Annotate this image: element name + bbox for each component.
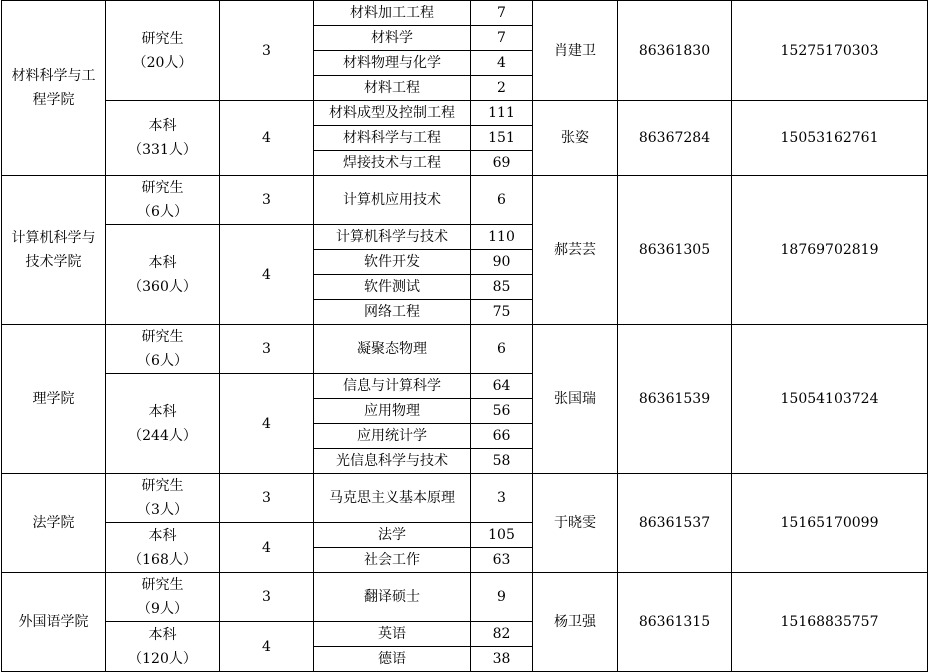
office-phone: 86361539 (618, 325, 732, 474)
degree-level (106, 622, 220, 672)
major-count: 6 (471, 176, 533, 225)
college-name: 材料科学与工程学院 (2, 1, 106, 176)
major-name: 软件测试 (314, 275, 471, 300)
major-name: 软件开发 (314, 250, 471, 275)
major-count: 9 (471, 573, 533, 622)
years: 3 (220, 176, 314, 225)
degree-level (106, 474, 220, 523)
major-name: 材料物理与化学 (314, 51, 471, 76)
years: 4 (220, 101, 314, 176)
degree-count: （331人） (128, 142, 197, 158)
major-name: 计算机应用技术 (314, 176, 471, 225)
major-count: 3 (471, 474, 533, 523)
degree-count: （20人） (132, 54, 193, 71)
years: 3 (220, 474, 314, 523)
degree-count: （6人） (137, 353, 188, 369)
years: 4 (220, 523, 314, 573)
degree-level (106, 1, 220, 101)
mobile-phone: 15168835757 (732, 573, 928, 672)
major-name: 网络工程 (314, 300, 471, 325)
degree-label: 本科 (148, 527, 177, 544)
major-count: 58 (471, 449, 533, 474)
major-name: 材料工程 (314, 76, 471, 101)
years: 4 (220, 622, 314, 672)
major-count: 7 (471, 26, 533, 51)
degree-count: （360人） (128, 278, 197, 295)
degree-label: 研究生 (141, 30, 184, 47)
mobile-phone: 15053162761 (732, 101, 928, 176)
major-count: 110 (471, 225, 533, 250)
major-name: 材料科学与工程 (314, 126, 471, 151)
major-name: 社会工作 (314, 548, 471, 573)
major-name: 英语 (314, 622, 471, 647)
major-name: 马克思主义基本原理 (314, 474, 471, 523)
major-count: 7 (471, 1, 533, 26)
major-name: 应用物理 (314, 399, 471, 424)
mobile-phone: 15275170303 (732, 1, 928, 101)
major-count: 4 (471, 51, 533, 76)
degree-level (106, 325, 220, 374)
major-count: 75 (471, 300, 533, 325)
major-count: 85 (471, 275, 533, 300)
degree-label: 本科 (148, 626, 177, 643)
major-count: 6 (471, 325, 533, 374)
major-count: 2 (471, 76, 533, 101)
contact-name: 于晓雯 (533, 474, 618, 573)
major-count: 90 (471, 250, 533, 275)
degree-count: （244人） (128, 427, 197, 444)
major-count: 82 (471, 622, 533, 647)
years: 3 (220, 573, 314, 622)
years: 3 (220, 325, 314, 374)
college-name: 外国语学院 (2, 573, 106, 672)
degree-label: 研究生 (141, 478, 184, 494)
major-count: 111 (471, 101, 533, 126)
degree-level (106, 523, 220, 573)
major-name: 计算机科学与技术 (314, 225, 471, 250)
major-name: 材料成型及控制工程 (314, 101, 471, 126)
major-count: 66 (471, 424, 533, 449)
degree-label: 研究生 (141, 577, 184, 593)
degree-level (106, 101, 220, 176)
enrollment-table (1, 0, 928, 672)
major-count: 69 (471, 151, 533, 176)
contact-name: 郝芸芸 (533, 176, 618, 325)
degree-level (106, 573, 220, 622)
major-count: 63 (471, 548, 533, 573)
contact-name: 张国瑞 (533, 325, 618, 474)
major-name: 信息与计算科学 (314, 374, 471, 399)
degree-level (106, 176, 220, 225)
major-name: 材料学 (314, 26, 471, 51)
office-phone: 86361305 (618, 176, 732, 325)
mobile-phone: 18769702819 (732, 176, 928, 325)
major-name: 法学 (314, 523, 471, 548)
major-name: 翻译硕士 (314, 573, 471, 622)
college-name: 理学院 (2, 325, 106, 474)
major-name: 焊接技术与工程 (314, 151, 471, 176)
mobile-phone: 15165170099 (732, 474, 928, 573)
degree-label: 研究生 (141, 180, 184, 196)
contact-name: 杨卫强 (533, 573, 618, 672)
college-name: 计算机科学与技术学院 (2, 176, 106, 325)
major-name: 德语 (314, 647, 471, 672)
degree-label: 本科 (148, 403, 177, 420)
contact-name: 肖建卫 (533, 1, 618, 101)
degree-label: 研究生 (141, 329, 184, 345)
office-phone: 86367284 (618, 101, 732, 176)
major-count: 64 (471, 374, 533, 399)
table-row (2, 1, 928, 26)
degree-label: 本科 (148, 254, 177, 271)
mobile-phone: 15054103724 (732, 325, 928, 474)
office-phone: 86361830 (618, 1, 732, 101)
major-count: 105 (471, 523, 533, 548)
major-name: 凝聚态物理 (314, 325, 471, 374)
degree-count: （120人） (128, 650, 197, 667)
degree-level (106, 225, 220, 325)
major-name: 光信息科学与技术 (314, 449, 471, 474)
degree-count: （9人） (137, 601, 188, 617)
college-name: 法学院 (2, 474, 106, 573)
major-count: 38 (471, 647, 533, 672)
major-count: 56 (471, 399, 533, 424)
major-name: 材料加工工程 (314, 1, 471, 26)
degree-count: （6人） (137, 204, 188, 220)
degree-label: 本科 (148, 118, 177, 134)
major-count: 151 (471, 126, 533, 151)
major-name: 应用统计学 (314, 424, 471, 449)
degree-count: （3人） (137, 502, 188, 518)
years: 4 (220, 374, 314, 474)
office-phone: 86361315 (618, 573, 732, 672)
years: 3 (220, 1, 314, 101)
office-phone: 86361537 (618, 474, 732, 573)
degree-level (106, 374, 220, 474)
degree-count: （168人） (128, 551, 197, 568)
table-row (2, 101, 928, 126)
years: 4 (220, 225, 314, 325)
contact-name: 张姿 (533, 101, 618, 176)
